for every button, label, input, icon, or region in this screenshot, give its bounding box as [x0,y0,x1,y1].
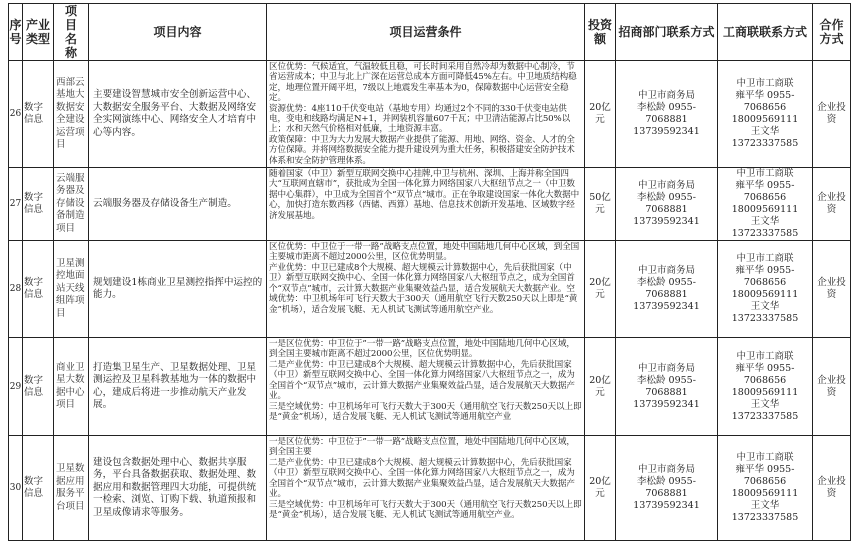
project-content: 主要建设智慧城市安全创新运营中心、大数据安全服务平台、大数据及网络安全实网演练中心、网络安全人才培育中心等内容。 [89,61,267,168]
invest-contact-line: 李松龄 0955-7068881 [637,277,696,301]
project-name: 卫星测控地面站天线组阵项目 [54,241,89,338]
invest-contact-line: 13739592341 [633,126,700,138]
invest-contact-line: 李松龄 0955-7068881 [637,192,696,216]
operating-conditions [267,168,585,241]
cooperation-mode: 企业投资 [813,61,851,168]
project-content: 云端服务器及存储设备生产制造。 [89,168,267,241]
industry-type: 数字信息 [23,241,54,338]
condition-paragraph: 区位优势：气候适宜，气温较低且稳，可长时间采用自然冷却为数据中心制冷，节省运营成本；中卫与北上广深在运营总成本方面可降低45%左右。中卫地质结构稳定，地理位置开阔平坦，7级以上地震发生率基本为0，保障数据中心运营安全稳定。 [269,62,577,104]
fic-contact-line: 中卫市工商联 [736,168,794,180]
invest-contact-line: 13739592341 [633,398,700,410]
investment-contact [616,338,718,436]
project-content: 建设包含数据处理中心、数据共享服务，平台具备数据获取、数据处理、数据应用和数据管理四大功能，可提供统一检索、浏览、订购下载、轨道预报和卫星成像请求等服务。 [89,436,267,541]
row-number: 29 [9,338,23,436]
operating-conditions [267,436,585,541]
condition-paragraph: 二是产业优势：中卫已建成8个大规模、超大规模云计算数据中心，先后获批国家（中卫）新型互联网交换中心、全国一体化算力网络国家八大枢纽节点之一，成为全国首个“双节点”城市，云计算大数据产业集聚效益凸显，适合发展航天大数据产业。 [269,457,575,500]
header-mode: 合作方式 [813,4,851,61]
fic-contact [718,436,813,541]
investment-contact [616,61,718,168]
operating-conditions [267,61,585,168]
condition-paragraph: 一是区位优势：中卫位于”一带一路”战略支点位置，地处中国陆地几何中心区域，到全国主要 [269,437,575,458]
row-number: 27 [9,168,23,241]
cooperation-mode: 企业投资 [813,338,851,436]
invest-contact-line: 13739592341 [633,301,700,313]
table-row [9,436,851,541]
invest-contact-line: 中卫市商务局 [637,362,695,374]
header-type: 产业类型 [23,4,54,61]
fic-contact-line: 王文华 13723337585 [731,398,799,422]
row-number: 26 [9,61,23,168]
condition-paragraph: 产业优势：中卫已建成8个大规模、超大规模云计算数据中心，先后获批国家（中卫）新型互联网交换中心、全国一体化算力网络国家八大枢纽节点之，成为全国首个“双节点”城市，云计算大数据产业集聚效益凸显，适合发展航天大数据产业。空域优势：中卫机场年可飞行天数大于300天（通用航空飞行天数250天以上即是“黄金”机场），适合发展飞艇、无人机试飞测试等通用航空产业。 [269,262,578,315]
fic-contact [718,61,813,168]
fic-contact-line: 王文华 13723337585 [731,500,799,524]
invest-contact-line: 中卫市商务局 [637,180,695,192]
cooperation-mode: 企业投资 [813,168,851,241]
condition-paragraph: 二是产业优势：中卫已建成8个大规模、超大规模云计算数据中心，先后获批国家（中卫）新型互联网交换中心、全国一体化算力网络国家八大枢纽节点之一，成为全国首个“双节点”城市，云计算大数据产业集聚效益凸显，适合发展航天大数据产业。 [269,359,575,402]
investment-amount: 20亿元 [585,241,616,338]
condition-paragraph: 三是空域优势：中卫机场年可飞行天数大于300天（通用航空飞行天数250天以上即是“黄金”机场），适合发展飞艇、无人机试飞测试等通用航空产业 [269,401,582,422]
cooperation-mode: 企业投资 [813,241,851,338]
invest-contact-line: 中卫市商务局 [637,464,695,476]
condition-paragraph: 政策保障：中卫为大力发展大数据产业提供了能源、用地、网络、资金、人才的全方位保障。并将网络数据安全能力提升建设列为重大任务，积极搭建安全防护技术体系和安全防护管理体系。 [269,134,575,166]
fic-contact-line: 王文华 13723337585 [731,301,799,325]
fic-contact-line: 中卫市工商联 [736,78,794,90]
investment-amount: 20亿元 [585,61,616,168]
fic-contact-line: 18009569111 [731,289,799,301]
condition-paragraph: 资源优势：4座110千伏变电站（基地专用）均通过2个不同的330千伏变电站供电，变电和线路均满足N+1，并网装机容量607千瓦；中卫清洁能源占比50%以上；水和天然气价格相对低廉，土地资源丰富。 [269,103,571,135]
project-name: 云端服务器及存储设备制造项目 [54,168,89,241]
fic-contact-line: 中卫市工商联 [736,452,794,464]
fic-contact-line: 王文华 13723337585 [731,216,799,240]
header-conditions: 项目运营条件 [267,4,585,61]
invest-contact-line: 13739592341 [633,500,700,512]
header-invest-contact: 招商部门联系方式 [616,4,718,61]
invest-contact-line: 李松龄 0955-7068881 [637,374,696,398]
condition-paragraph: 三是空域优势：中卫机场年可飞行天数大于300天（通用航空飞行天数250天以上即是“黄金”机场），适合发展飞艇、无人机试飞测试等通用航空产业。 [269,499,582,520]
fic-contact-line: 18009569111 [731,204,799,216]
invest-contact-line: 中卫市商务局 [637,265,695,277]
condition-paragraph: 随着国家（中卫）新型互联网交换中心挂牌,中卫与杭州、深圳、上海并称全国四大“互联网直辖市”，获批成为全国一体化算力网络国家八大枢纽节点之一（中卫数据中心集群），中卫成为全国首个“双节点”城市。正在争取建设国家一体化大数据中心，加快打造东数西移（西储、西算）基地、信息技术创新开发基地、区域数字经济发展基地。 [269,169,580,221]
header-name: 项目名称 [54,4,89,61]
project-name: 卫星数据应用服务平台项目 [54,436,89,541]
row-number: 28 [9,241,23,338]
investment-contact [616,436,718,541]
investment-contact [616,241,718,338]
header-fic-contact: 工商联联系方式 [718,4,813,61]
fic-contact [718,168,813,241]
fic-contact-line: 中卫市工商联 [736,253,794,265]
investment-amount: 50亿元 [585,168,616,241]
table-row [9,61,851,168]
fic-contact [718,241,813,338]
condition-paragraph: 区位优势：中卫位于一带一路”战略支点位置，地处中国陆地几何中心区域，到全国主要城市距离不超过2000公里，区位优势明显。 [269,242,580,263]
invest-contact-line: 中卫市商务局 [637,90,695,102]
fic-contact-line: 雍平华 0955-7068656 [735,180,795,204]
header-no: 序号 [9,4,23,61]
table-row [9,168,851,241]
fic-contact-line: 雍平华 0955-7068656 [735,265,795,289]
header-investment: 投资额 [585,4,616,61]
invest-contact-line: 李松龄 0955-7068881 [637,102,696,126]
cooperation-mode: 企业投资 [813,436,851,541]
project-content: 打造集卫星生产、卫星数据处理、卫星测运控及卫星科教基地为一体的数据中心，建成后将进一步推动航天产业发展。 [89,338,267,436]
fic-contact-line: 18009569111 [731,386,799,398]
row-number: 30 [9,436,23,541]
industry-type: 数字信息 [23,61,54,168]
fic-contact-line: 中卫市工商联 [736,350,794,362]
fic-contact-line: 雍平华 0955-7068656 [735,90,795,114]
condition-paragraph: 一是区位优势：中卫位于”一带一路”战略支点位置，地处中国陆地几何中心区域，到全国主要城市距离不超过2000公里，区位优势明显。 [269,339,575,360]
investment-amount: 20亿元 [585,338,616,436]
project-name: 西部云基地大数据安全建设运营项目 [54,61,89,168]
industry-type: 数字信息 [23,168,54,241]
project-table [8,3,851,541]
operating-conditions [267,338,585,436]
invest-contact-line: 13739592341 [633,216,700,228]
fic-contact [718,338,813,436]
investment-contact [616,168,718,241]
project-content: 规划建设1栋商业卫星测控指挥中运控的能力。 [89,241,267,338]
investment-amount: 20亿元 [585,436,616,541]
industry-type: 数字信息 [23,436,54,541]
project-name: 商业卫星大数据中心项目 [54,338,89,436]
invest-contact-line: 李松龄 0955-7068881 [637,476,696,500]
table-row [9,241,851,338]
fic-contact-line: 雍平华 0955-7068656 [735,362,795,386]
fic-contact-line: 18009569111 [731,488,799,500]
header-content: 项目内容 [89,4,267,61]
fic-contact-line: 雍平华 0955-7068656 [735,464,795,488]
header-row [9,4,851,61]
industry-type: 数字信息 [23,338,54,436]
operating-conditions [267,241,585,338]
fic-contact-line: 18009569111 [731,114,799,126]
table-row [9,338,851,436]
fic-contact-line: 王文华 13723337585 [731,126,799,150]
